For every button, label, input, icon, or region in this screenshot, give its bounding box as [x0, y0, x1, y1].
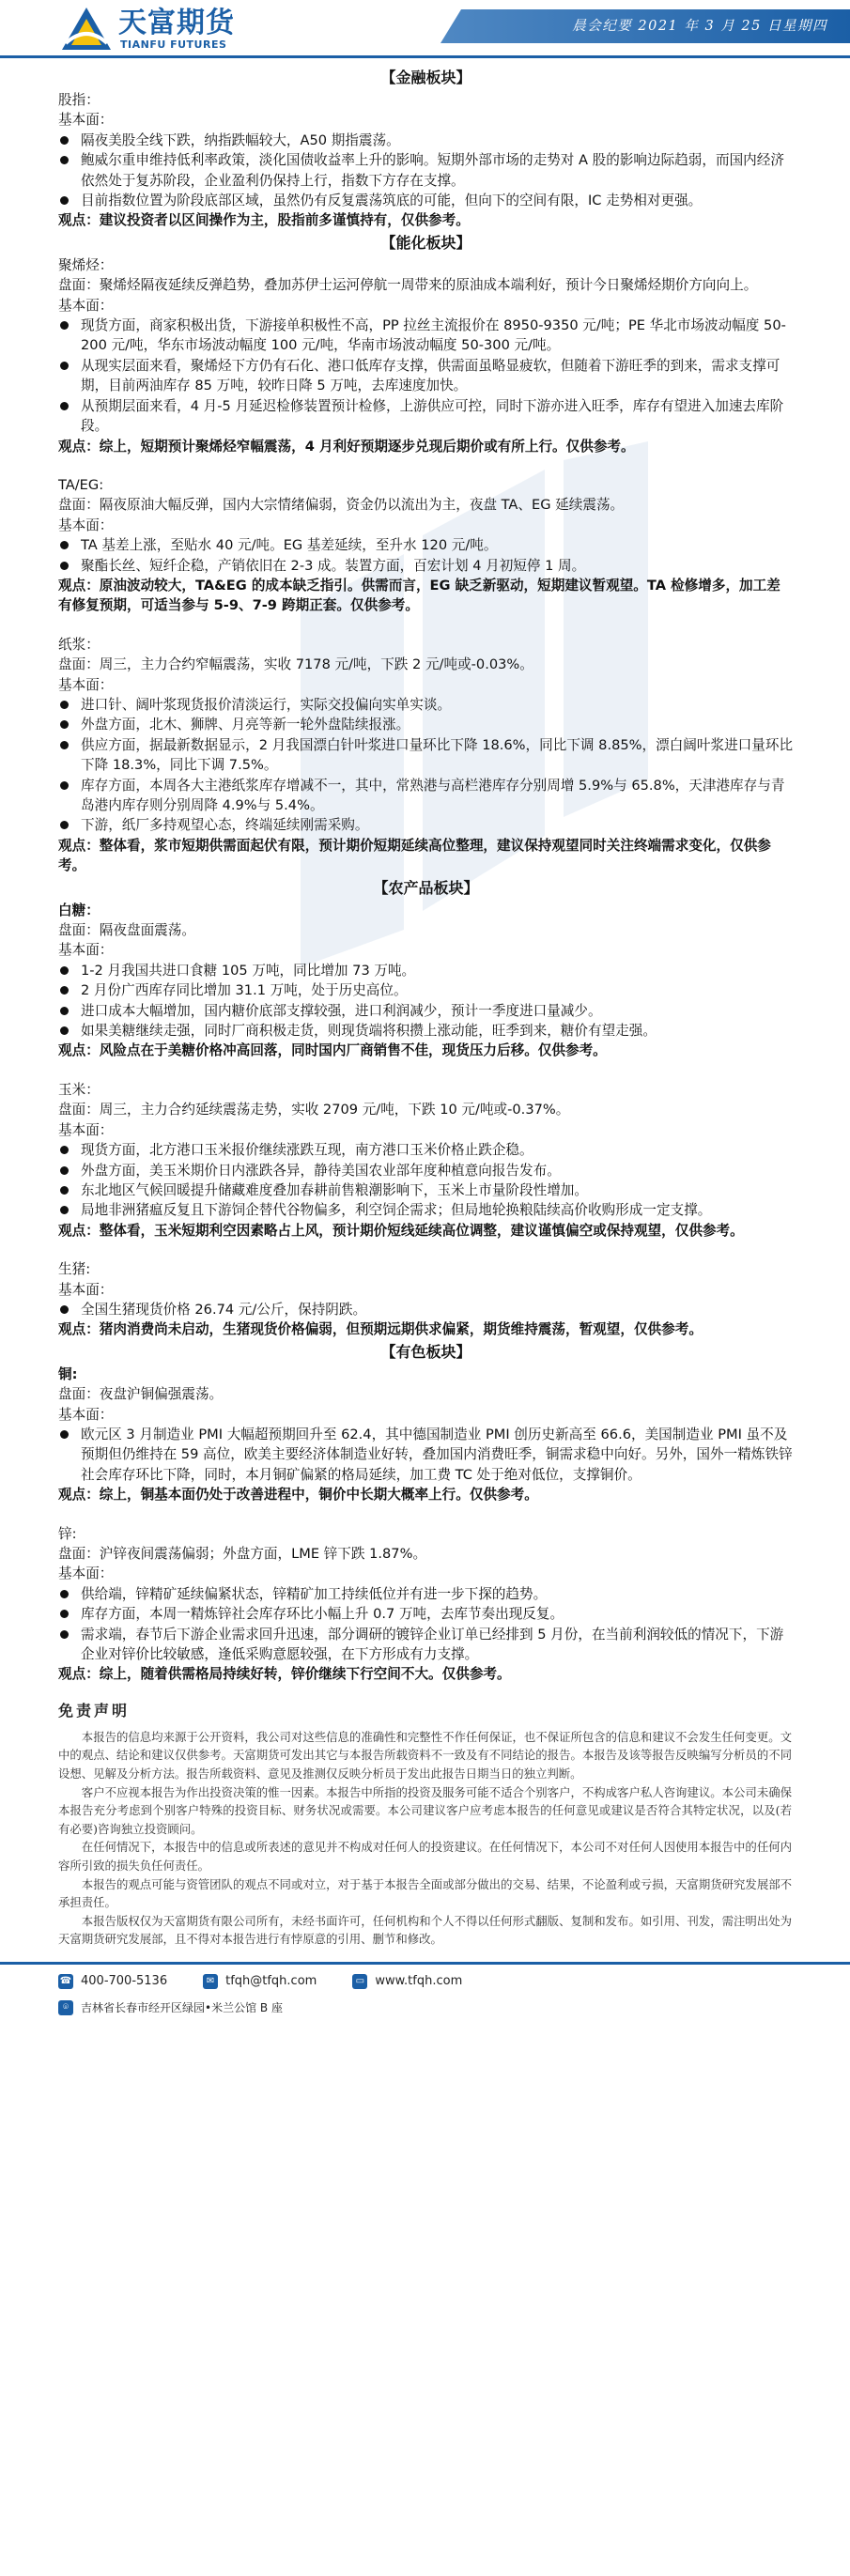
list-item: 1-2 月我国共进口食糖 105 万吨，同比增加 73 万吨。: [58, 961, 794, 980]
list-item: 供给端，锌精矿延续偏紧状态，锌精矿加工持续低位并有进一步下探的趋势。: [58, 1584, 794, 1604]
corn-market: 盘面：周三，主力合约延续震荡走势，实收 2709 元/吨，下跌 10 元/吨或-0.37%。: [58, 1102, 570, 1118]
finance-view: [58, 210, 794, 230]
view-label: 观点：: [58, 837, 100, 854]
view-text: 风险点在于美糖价格冲高回落，同时国内厂商销售不佳，现货压力后移。仅供参考。: [99, 1042, 607, 1059]
stock-index-heading: 股指：: [58, 92, 100, 108]
view-label: 观点：: [58, 438, 100, 455]
basic-label: 基本面：: [58, 1406, 114, 1423]
list-item: 从预期层面来看，4 月-5 月延迟检修装置预计检修，上游供应可控，同时下游亦进入旺季，库存有望进入加速去库阶段。: [58, 396, 794, 437]
view-text: 猪肉消费尚未启动，生猪现货价格偏弱，但预期远期供求偏紧，期货维持震荡，暂观望，仅供参考。: [99, 1321, 703, 1338]
basic-label: 基本面：: [58, 1121, 114, 1138]
list-item: 2 月份广西库存同比增加 31.1 万吨，处于历史高位。: [58, 980, 794, 1000]
finance-bullets: [58, 131, 794, 211]
view-text: 综上，随着供需格局持续好转，锌价继续下行空间不大。仅供参考。: [99, 1666, 511, 1683]
phone-icon: ☎: [58, 1974, 73, 1989]
basic-label: 基本面：: [58, 112, 114, 129]
brand-name-cn: 天富期货: [118, 7, 235, 39]
disclaimer-body: [0, 1728, 850, 1949]
list-item: 如果美糖继续走强，同时厂商积极走货，则现货端将积攒上涨动能，旺季到来，糖价有望走强。: [58, 1021, 794, 1041]
view-text: 建议投资者以区间操作为主，股指前多谨慎持有，仅供参考。: [99, 212, 470, 229]
polyolefin-bullets: [58, 316, 794, 436]
list-item: TA 基差上涨，至贴水 40 元/吨。EG 基差延续，至升水 120 元/吨。: [58, 535, 794, 555]
sugar-market: 盘面：隔夜盘面震荡。: [58, 922, 195, 939]
brand-logo: [60, 6, 304, 53]
sugar-view: [58, 1041, 794, 1060]
section-title-energy: 【能化板块】: [380, 233, 471, 252]
view-text: 综上，铜基本面仍处于改善进程中，铜价中长期大概率上行。仅供参考。: [99, 1487, 538, 1504]
view-label: 观点：: [58, 1222, 100, 1239]
ta-eg-bullets: [58, 535, 794, 576]
hog-heading: 生猪:: [58, 1261, 91, 1278]
tianfu-logo-icon: [60, 6, 113, 53]
view-label: 观点：: [58, 577, 100, 594]
disclaimer-paragraph: 本报告版权仅为天富期货有限公司所有，未经书面许可，任何机构和个人不得以任何形式翻版、复制和发布。如引用、刊发，需注明出处为天富期货研究发展部，且不得对本报告进行有悖原意的引用、删节和修改。: [58, 1913, 792, 1947]
report-body: [0, 58, 850, 1685]
basic-label: 基本面：: [58, 1281, 114, 1298]
corn-view: [58, 1221, 794, 1241]
report-header: [0, 0, 850, 58]
disclaimer-title: 免责声明: [58, 1701, 131, 1720]
list-item: 现货方面，北方港口玉米报价继续涨跌互现，南方港口玉米价格止跌企稳。: [58, 1140, 794, 1160]
brand-name-en: TIANFU FUTURES: [120, 39, 227, 51]
list-item: 目前指数位置为阶段底部区域，虽然仍有反复震荡筑底的可能，但向下的空间有限，IC 走势相对更强。: [58, 191, 794, 210]
phone-number: 400-700-5136: [81, 1973, 168, 1988]
footer-email[interactable]: [203, 1972, 317, 1991]
basic-label: 基本面：: [58, 1566, 114, 1582]
spacer: [58, 616, 794, 635]
address-text: 吉林省长春市经开区绿园•米兰公馆 B 座: [81, 2000, 283, 2014]
view-text: 综上，短期预计聚烯烃窄幅震荡，4 月利好预期逐步兑现后期价或有所上行。仅供参考。: [99, 438, 635, 455]
list-item: 进口成本大幅增加，国内糖价底部支撑较强，进口利润减少，预计一季度进口量减少。: [58, 1001, 794, 1021]
report-date-line: 晨会纪要 2021 年 3 月 25 日星期四: [572, 19, 827, 34]
basic-label: 基本面：: [58, 297, 114, 314]
polyolefin-market: 盘面：聚烯烃隔夜延续反弹趋势，叠加苏伊士运河停航一周带来的原油成本端利好，预计今日聚烯烃期价方向向上。: [58, 277, 758, 294]
pulp-market: 盘面：周三，主力合约窄幅震荡，实收 7178 元/吨，下跌 2 元/吨或-0.03%。: [58, 656, 533, 673]
disclaimer-paragraph: 本报告的观点可能与资管团队的观点不同或对立，对于基于本报告全面或部分做出的交易、结果，不论盈利或亏损，天富期货研究发展部不承担责任。: [58, 1876, 792, 1910]
section-title-agri: 【农产品板块】: [373, 878, 479, 897]
list-item: 需求端，春节后下游企业需求回升迅速，部分调研的镀锌企业订单已经排到 5 月份，在当前利润较低的情况下，下游企业对锌价比较敏感，逢低采购意愿较强，在下方形成有力支撑。: [58, 1625, 794, 1665]
ta-eg-market: 盘面：隔夜原油大幅反弹，国内大宗情绪偏弱，资金仍以流出为主，夜盘 TA、EG 延续震荡。: [58, 497, 625, 514]
ta-eg-heading: TA/EG:: [58, 476, 104, 493]
list-item: 外盘方面，美玉米期价日内涨跌各异，静待美国农业部年度种植意向报告发布。: [58, 1161, 794, 1180]
list-item: 现货方面，商家积极出货，下游接单积极性不高，PP 拉丝主流报价在 8950-9350 元/吨；PE 华北市场波动幅度 50-200 元/吨，华东市场波动幅度 100 元/吨，华南市场波动幅度 50-300 元/吨。: [58, 316, 794, 356]
hog-bullets: [58, 1300, 794, 1319]
list-item: 从现实层面来看，聚烯烃下方仍有石化、港口低库存支撑，供需面虽略显疲软，但随着下游旺季的到来，需求支撑可期，目前两油库存 85 万吨，较昨日降 5 万吨，去库速度加快。: [58, 356, 794, 396]
polyolefin-heading: 聚烯烃：: [58, 256, 114, 273]
spacer: [58, 1505, 794, 1524]
list-item: 下游，纸厂多持观望心态，终端延续刚需采购。: [58, 815, 794, 835]
copper-market: 盘面：夜盘沪铜偏强震荡。: [58, 1386, 224, 1403]
spacer: [58, 456, 794, 475]
mail-icon: ✉: [203, 1974, 218, 1989]
email-address[interactable]: tfqh@tfqh.com: [225, 1973, 317, 1988]
corn-bullets: [58, 1140, 794, 1221]
copper-heading: 铜:: [58, 1365, 78, 1382]
pulp-bullets: [58, 695, 794, 836]
basic-label: 基本面：: [58, 517, 114, 533]
list-item: 外盘方面，北木、狮牌、月亮等新一轮外盘陆续报涨。: [58, 715, 794, 734]
list-item: 库存方面，本周一精炼锌社会库存环比小幅上升 0.7 万吨，去库节奏出现反复。: [58, 1604, 794, 1624]
zinc-heading: 锌:: [58, 1525, 77, 1542]
section-title-finance: 【金融板块】: [380, 69, 471, 86]
list-item: 进口针、阔叶浆现货报价清淡运行，实际交投偏向实单实谈。: [58, 695, 794, 715]
spacer: [58, 1061, 794, 1080]
corn-heading: 玉米：: [58, 1081, 100, 1098]
view-label: 观点：: [58, 1042, 100, 1059]
zinc-market: 盘面：沪锌夜间震荡偏弱；外盘方面，LME 锌下跌 1.87%。: [58, 1546, 427, 1562]
computer-icon: ▭: [352, 1974, 367, 1989]
footer-website[interactable]: [352, 1972, 462, 1991]
website-link[interactable]: www.tfqh.com: [375, 1973, 463, 1988]
hog-view: [58, 1319, 794, 1339]
list-item: 供应方面，据最新数据显示，2 月我国漂白针叶浆进口量环比下降 18.6%，同比下调 8.85%，漂白阔叶浆进口量环比下降 18.3%，同比下调 7.5%。: [58, 735, 794, 776]
copper-view: [58, 1485, 794, 1504]
zinc-bullets: [58, 1584, 794, 1665]
footer-phone: [58, 1972, 167, 1991]
pulp-heading: 纸浆：: [58, 636, 100, 653]
report-footer: [0, 1962, 850, 2024]
view-text: 整体看，浆市短期供需面起伏有限，预计期价短期延续高位整理，建议保持观望同时关注终端需求变化，仅供参考。: [58, 837, 771, 874]
sugar-heading: 白糖：: [58, 902, 100, 918]
zinc-view: [58, 1664, 794, 1684]
footer-address-row: [58, 1998, 792, 2017]
pulp-view: [58, 836, 794, 876]
disclaimer-paragraph: 客户不应视本报告为作出投资决策的惟一因素。本报告中所指的投资及服务可能不适合个别客户，不构成客户私人咨询建议。本公司未确保本报告充分考虑到个别客户特殊的投资目标、财务状况或需要。本公司建议客户应考虑本报告的任何意见或建议是否符合其特定状况，以及(若有必要)咨询独立投资顾问。: [58, 1784, 792, 1836]
disclaimer-paragraph: 本报告的信息均来源于公开资料，我公司对这些信息的准确性和完整性不作任何保证，也不保证所包含的信息和建议不会发生任何变更。文中的观点、结论和建议仅供参考。天富期货可发出其它与本报告所载资料不一致及有不同结论的报告。本报告及该等报告反映编写分析员的不同设想、见解及分析方法。报告所载资料、意见及推测仅反映分析员于发出此报告日期当日的独立判断。: [58, 1729, 792, 1782]
disclaimer-paragraph: 在任何情况下，本报告中的信息或所表述的意见并不构成对任何人的投资建议。在任何情况下，本公司不对任何人因使用本报告中的任何内容所引致的损失负任何责任。: [58, 1840, 792, 1873]
location-pin-icon: ⌾: [58, 2000, 73, 2015]
view-label: 观点：: [58, 1321, 100, 1338]
view-text: 原油波动较大，TA&EG 的成本缺乏指引。供需而言，EG 缺乏新驱动，短期建议暂观望。TA 检修增多，加工差有修复预期，可适当参与 5-9、7-9 跨期正套。仅供参考。: [58, 577, 780, 614]
copper-bullets: [58, 1425, 794, 1485]
sugar-bullets: [58, 961, 794, 1041]
basic-label: 基本面：: [58, 942, 114, 959]
list-item: 隔夜美股全线下跌，纳指跌幅较大，A50 期指震荡。: [58, 131, 794, 150]
ta-eg-view: [58, 576, 794, 616]
list-item: 局地非洲猪瘟反复且下游饲企替代谷物偏多，利空饲企需求；但局地轮换粮陆续高价收购形成一定支撑。: [58, 1200, 794, 1220]
view-label: 观点：: [58, 1487, 100, 1504]
list-item: 聚酯长丝、短纤企稳，产销依旧在 2-3 成。装置方面，百宏计划 4 月初短停 1 周。: [58, 556, 794, 576]
list-item: 鲍威尔重申维持低利率政策，淡化国债收益率上升的影响。短期外部市场的走势对 A 股的影响边际趋弱，而国内经济依然处于复苏阶段，企业盈利仍保持上行，指数下方存在支撑。: [58, 150, 794, 191]
view-label: 观点：: [58, 1666, 100, 1683]
polyolefin-view: [58, 437, 794, 456]
list-item: 全国生猪现货价格 26.74 元/公斤，保持阴跌。: [58, 1300, 794, 1319]
view-label: 观点：: [58, 212, 100, 229]
footer-contacts: [58, 1972, 792, 1991]
list-item: 库存方面，本周各大主港纸浆库存增减不一，其中，常熟港与高栏港库存分别周增 5.9%与 65.8%，天津港库存与青岛港内库存则分别周降 4.9%与 5.4%。: [58, 776, 794, 816]
basic-label: 基本面：: [58, 676, 114, 693]
section-title-metals: 【有色板块】: [380, 1342, 471, 1361]
list-item: 东北地区气候回暖提升储藏难度叠加春耕前售粮潮影响下，玉米上市量阶段性增加。: [58, 1180, 794, 1200]
view-text: 整体看，玉米短期利空因素略占上风，预计期价短线延续高位调整，建议谨慎偏空或保持观望，仅供参考。: [99, 1222, 744, 1239]
spacer: [58, 1241, 794, 1259]
list-item: 欧元区 3 月制造业 PMI 大幅超预期回升至 62.4，其中德国制造业 PMI 创历史新高至 66.6，美国制造业 PMI 虽不及预期但仍维持在 59 高位，欧美主要经济体制造业好转，叠加国内消费旺季，铜需求稳中向好。另外，国外一精炼铁锌社会库存环比下降，同时，本月铜矿偏紧的格局延续，加工费 TC 处于绝对低位，支撑铜价。: [58, 1425, 794, 1485]
